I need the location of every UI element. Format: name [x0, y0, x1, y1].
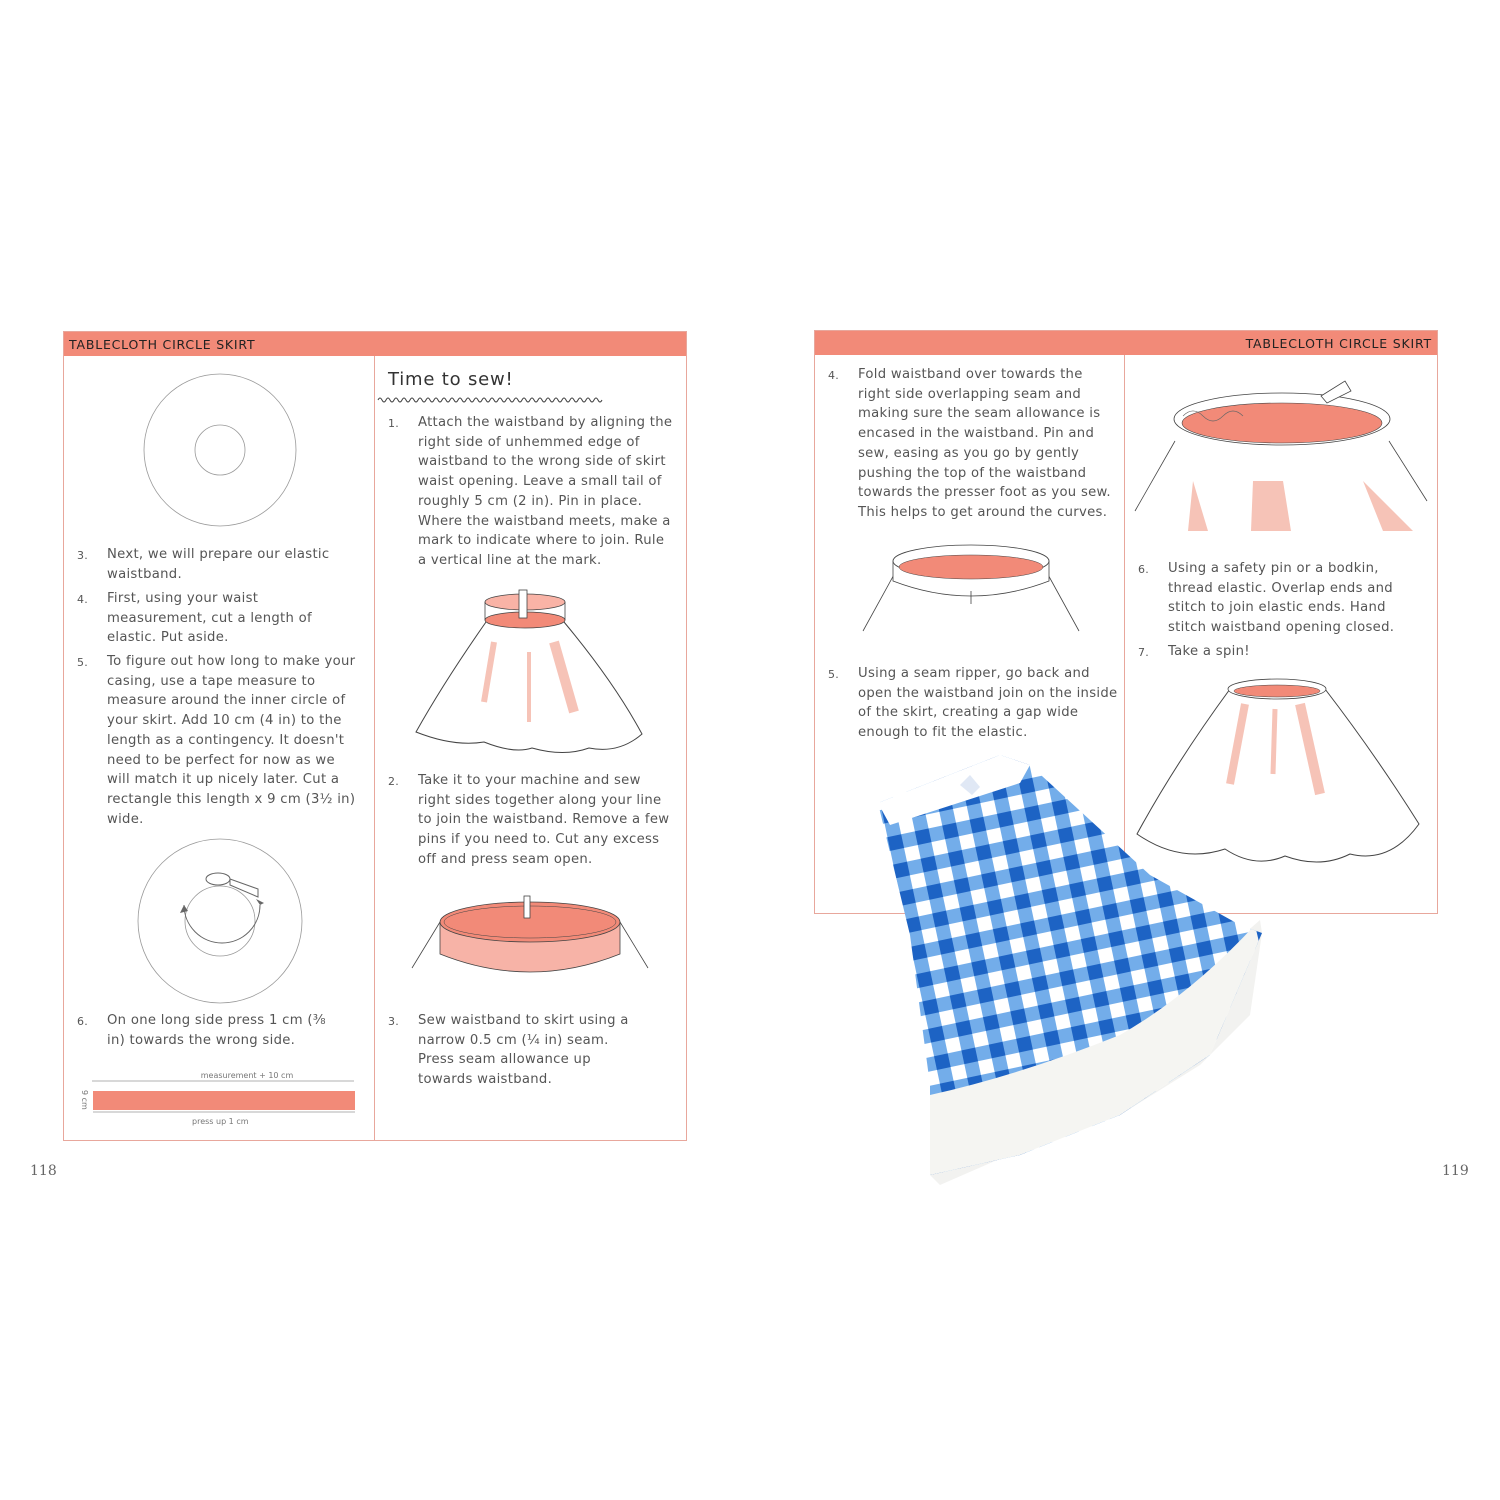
wavy-underline — [378, 396, 602, 404]
measurement-label: measurement + 10 cm — [200, 1071, 294, 1080]
left-column-divider — [374, 356, 375, 1140]
join-waistband-illustration — [412, 882, 652, 982]
sew-step-2: 2. Take it to your machine and sew right sides together along your line to join the waistband. Remove a few pins if you need to. Cut any excess off and press seam open. — [388, 773, 670, 867]
prep-step-5: 5. To figure out how long to make your casing, use a tape measure to measure around the inner circle of your skirt. Add 10 cm (4 in) to the length as a contingency. It doesn't need to be perfect for now as we will match it up nicely later. Cut a rectangle this length x 9 cm (3½ in) wide. — [77, 654, 356, 827]
left-page-header: TABLECLOTH CIRCLE SKIRT — [64, 332, 686, 356]
left-page-panel — [63, 331, 687, 1141]
press-label: press up 1 cm — [192, 1117, 249, 1126]
prep-step-6: 6. On one long side press 1 cm (⅜ in) towards the wrong side. — [77, 1013, 326, 1048]
right-page-header: TABLECLOTH CIRCLE SKIRT — [815, 331, 1437, 355]
right-step-6: 6. Using a safety pin or a bodkin, thread elastic. Overlap ends and stitch to join elastic ends. Hand stitch waistband opening closed. — [1138, 561, 1395, 636]
prep-step-4: 4. First, using your waist measurement, cut a length of elastic. Put aside. — [77, 591, 312, 646]
circle-skirt-pattern-diagram — [142, 372, 298, 528]
gingham-skirt-photo — [870, 755, 1262, 1185]
sew-step-1: 1. Attach the waistband by aligning the right side of unhemmed edge of waistband to the wrong side of skirt waist opening. Leave a small tail of roughly 5 cm (2 in). Pin in place. Where the waistband meets, make a mark to indicate where to join. Rule a vertical line at the mark. — [388, 415, 673, 568]
left-page-number: 118 — [30, 1163, 57, 1179]
right-step-7: 7. Take a spin! — [1138, 644, 1250, 659]
skirt-waistband-illustration — [414, 572, 644, 762]
elastic-threading-illustration — [1133, 371, 1429, 536]
right-step-5: 5. Using a seam ripper, go back and open the waistband join on the inside of the skirt, creating a gap wide enough to fit the elastic. — [828, 666, 1118, 741]
casing-rectangle-diagram — [72, 1066, 362, 1126]
prep-step-3: 3. Next, we will prepare our elastic waistband. — [77, 547, 330, 582]
height-label: 9 cm — [80, 1090, 89, 1110]
right-page-number: 119 — [1442, 1163, 1469, 1179]
section-title: Time to sew! — [388, 369, 514, 390]
right-step-4: 4. Fold waistband over towards the right side overlapping seam and making sure the seam allowance is encased in the waistband. Pin and sew, easing as you go by gently pushing the top of the waistband towards the presser foot as you sew. This helps to get around the curves. — [828, 367, 1111, 520]
sew-step-3: 3. Sew waistband to skirt using a narrow 0.5 cm (¼ in) seam. Press seam allowance up towards waistband. — [388, 1013, 629, 1088]
tape-measure-circle-diagram — [136, 837, 304, 1005]
folded-waistband-illustration — [861, 541, 1081, 636]
